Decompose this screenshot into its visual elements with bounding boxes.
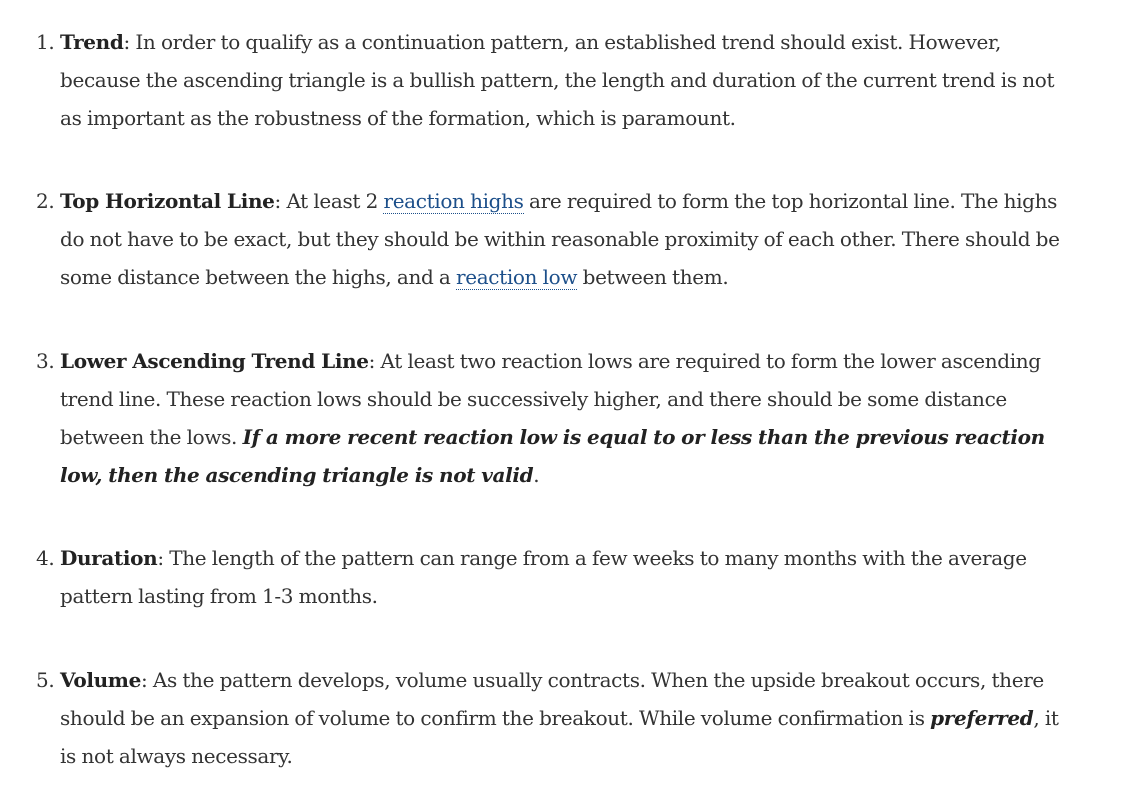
term-colon: : [123,30,136,54]
list-item-duration [36,539,1070,615]
item-text: between them. [577,265,729,289]
term-colon: : [140,668,153,692]
list-number: 2. [36,189,55,213]
term-volume: Volume [60,668,141,692]
reaction-low-link[interactable]: reaction low [456,265,578,289]
term-colon: : [274,189,287,213]
term-trend: Trend [60,30,124,54]
item-text: The length of the pattern can range from a few weeks to many months with the average pattern lasting from 1-3 months. [60,546,1027,608]
item-text: As the pattern develops, volume usually contracts. When the upside breakout occurs, there should be an expansion of volume to confirm the breakout. While volume confirmation is [60,668,1044,730]
validity-warning: If a more recent reaction low is equal to or less than the previous reaction low, then the ascending triangle is not valid [60,425,1045,487]
term-top-horizontal-line: Top Horizontal Line [60,189,275,213]
list-item-top-horizontal-line [36,182,1070,296]
term-colon: : [157,546,170,570]
list-number: 3. [36,349,55,373]
term-lower-ascending-trend-line: Lower Ascending Trend Line [60,349,369,373]
item-text: At least two reaction lows are required to form the lower ascending trend line. These reaction lows should be successively higher, and there should be some distance between the lows. [60,349,1041,449]
list-item-trend [36,23,1070,137]
list-number: 1. [36,30,55,54]
list-number: 4. [36,546,55,570]
item-text: are required to form the top horizontal line. The highs do not have to be exact, but they should be within reasonable proximity of each other. There should be some distance between the highs, and a [60,189,1060,289]
term-duration: Duration [60,546,158,570]
item-text: . [533,463,540,487]
list-number: 5. [36,668,55,692]
list-item-lower-ascending-trend-line [36,342,1070,494]
list-item-volume [36,661,1070,775]
term-colon: : [368,349,381,373]
item-text: , it is not always necessary. [60,706,1059,768]
item-text: In order to qualify as a continuation pattern, an established trend should exist. However, because the ascending triangle is a bullish pattern, the length and duration of the current trend is not as important as the robustness of the formation, which is paramount. [60,30,1055,130]
item-text: At least 2 [286,189,384,213]
preferred-emphasis: preferred [930,706,1034,730]
reaction-highs-link[interactable]: reaction highs [383,189,524,213]
